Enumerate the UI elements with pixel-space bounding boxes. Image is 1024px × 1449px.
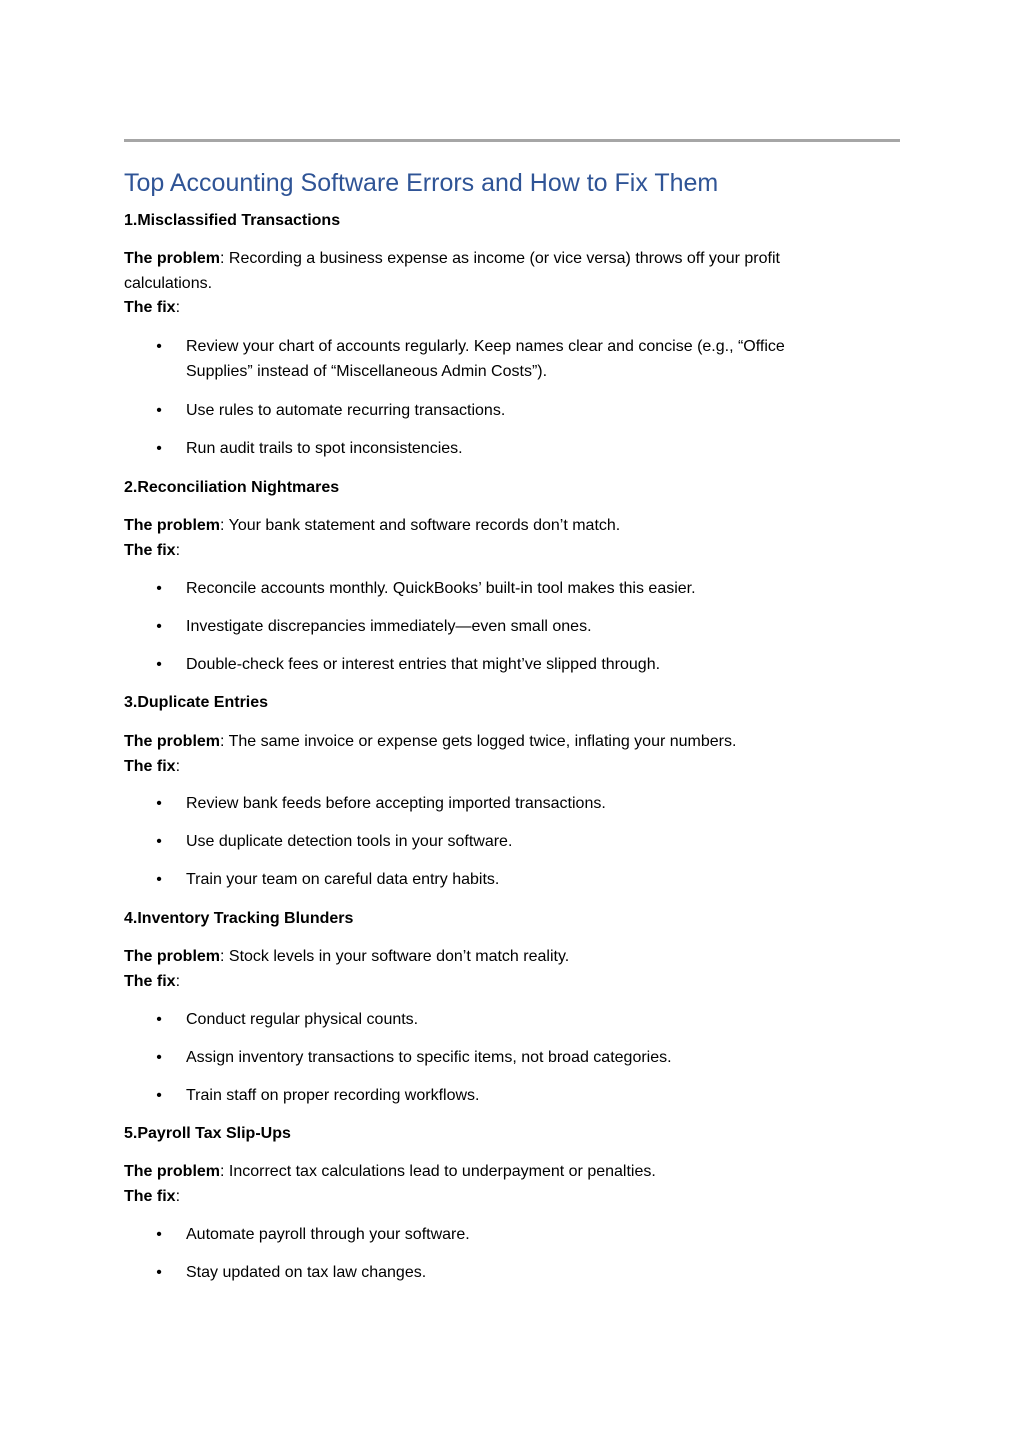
section-heading: 1.Misclassified Transactions <box>124 212 341 229</box>
list-item-text: Double-check fees or interest entries that might’ve slipped through. <box>186 656 661 673</box>
problem-label: The problem <box>124 948 221 965</box>
list-item-text: Use rules to automate recurring transactions. <box>186 402 506 419</box>
list-item-text: Stay updated on tax law changes. <box>186 1264 427 1281</box>
list-item-text: Run audit trails to spot inconsistencies. <box>186 440 463 457</box>
fix-colon: : <box>175 299 181 316</box>
document-page <box>124 0 900 1449</box>
section-heading: 4.Inventory Tracking Blunders <box>124 910 354 927</box>
list-item-text: Automate payroll through your software. <box>186 1226 470 1243</box>
problem-text: : Recording a business expense as income (or vice versa) throws off your profit calculations. <box>124 250 780 292</box>
bullet-icon: • <box>156 1264 162 1281</box>
bullet-icon: • <box>156 618 162 635</box>
fix-label: The fix <box>124 1187 176 1205</box>
problem-paragraph <box>124 1160 864 1209</box>
list-item-text: Train your team on careful data entry habits. <box>186 871 500 888</box>
page-title: Top Accounting Software Errors and How to Fix Them <box>124 169 719 197</box>
bullet-icon: • <box>156 1049 162 1066</box>
list-item-text: Conduct regular physical counts. <box>186 1011 419 1028</box>
list-item-text: Use duplicate detection tools in your software. <box>186 833 513 850</box>
list-item-text: Reconcile accounts monthly. QuickBooks’ built-in tool makes this easier. <box>186 580 696 597</box>
problem-text: : The same invoice or expense gets logged twice, inflating your numbers. <box>220 733 737 750</box>
bullet-icon: • <box>156 1011 162 1028</box>
fix-colon: : <box>175 1187 181 1205</box>
problem-label: The problem <box>124 1163 221 1180</box>
fix-label: The fix <box>124 972 176 990</box>
bullet-icon: • <box>156 656 162 673</box>
bullet-icon: • <box>156 580 162 597</box>
list-item-text: Review your chart of accounts regularly. Keep names clear and concise (e.g., “Office Supplies” instead of “Miscellaneous Admin Costs”). <box>186 338 785 380</box>
list-item-text: Review bank feeds before accepting imported transactions. <box>186 795 606 812</box>
list-item-text: Train staff on proper recording workflows. <box>186 1087 480 1104</box>
bullet-icon: • <box>156 1226 162 1243</box>
problem-paragraph <box>124 945 864 994</box>
problem-paragraph <box>124 514 864 563</box>
problem-text: : Your bank statement and software records don’t match. <box>220 517 621 534</box>
bullet-icon: • <box>156 440 162 457</box>
list-item-text: Investigate discrepancies immediately—even small ones. <box>186 618 592 635</box>
problem-text: : Stock levels in your software don’t match reality. <box>220 948 570 965</box>
problem-paragraph <box>124 730 864 779</box>
bullet-icon: • <box>156 1087 162 1104</box>
fix-colon: : <box>175 757 181 775</box>
list-item-text: Assign inventory transactions to specific items, not broad categories. <box>186 1049 672 1066</box>
bullet-icon: • <box>156 795 162 812</box>
fix-colon: : <box>175 541 181 559</box>
fix-label: The fix <box>124 541 176 559</box>
problem-label: The problem <box>124 733 221 750</box>
section-heading: 5.Payroll Tax Slip-Ups <box>124 1125 291 1142</box>
problem-text: : Incorrect tax calculations lead to underpayment or penalties. <box>220 1163 656 1180</box>
bullet-icon: • <box>156 338 162 355</box>
problem-paragraph <box>124 247 864 321</box>
section-heading: 2.Reconciliation Nightmares <box>124 479 340 496</box>
bullet-icon: • <box>156 871 162 888</box>
fix-label: The fix <box>124 757 176 775</box>
bullet-icon: • <box>156 402 162 419</box>
fix-label: The fix <box>124 299 176 316</box>
top-rule <box>124 139 900 142</box>
fix-colon: : <box>175 972 181 990</box>
problem-label: The problem <box>124 517 221 534</box>
problem-label: The problem <box>124 250 221 267</box>
bullet-icon: • <box>156 833 162 850</box>
section-heading: 3.Duplicate Entries <box>124 694 269 711</box>
